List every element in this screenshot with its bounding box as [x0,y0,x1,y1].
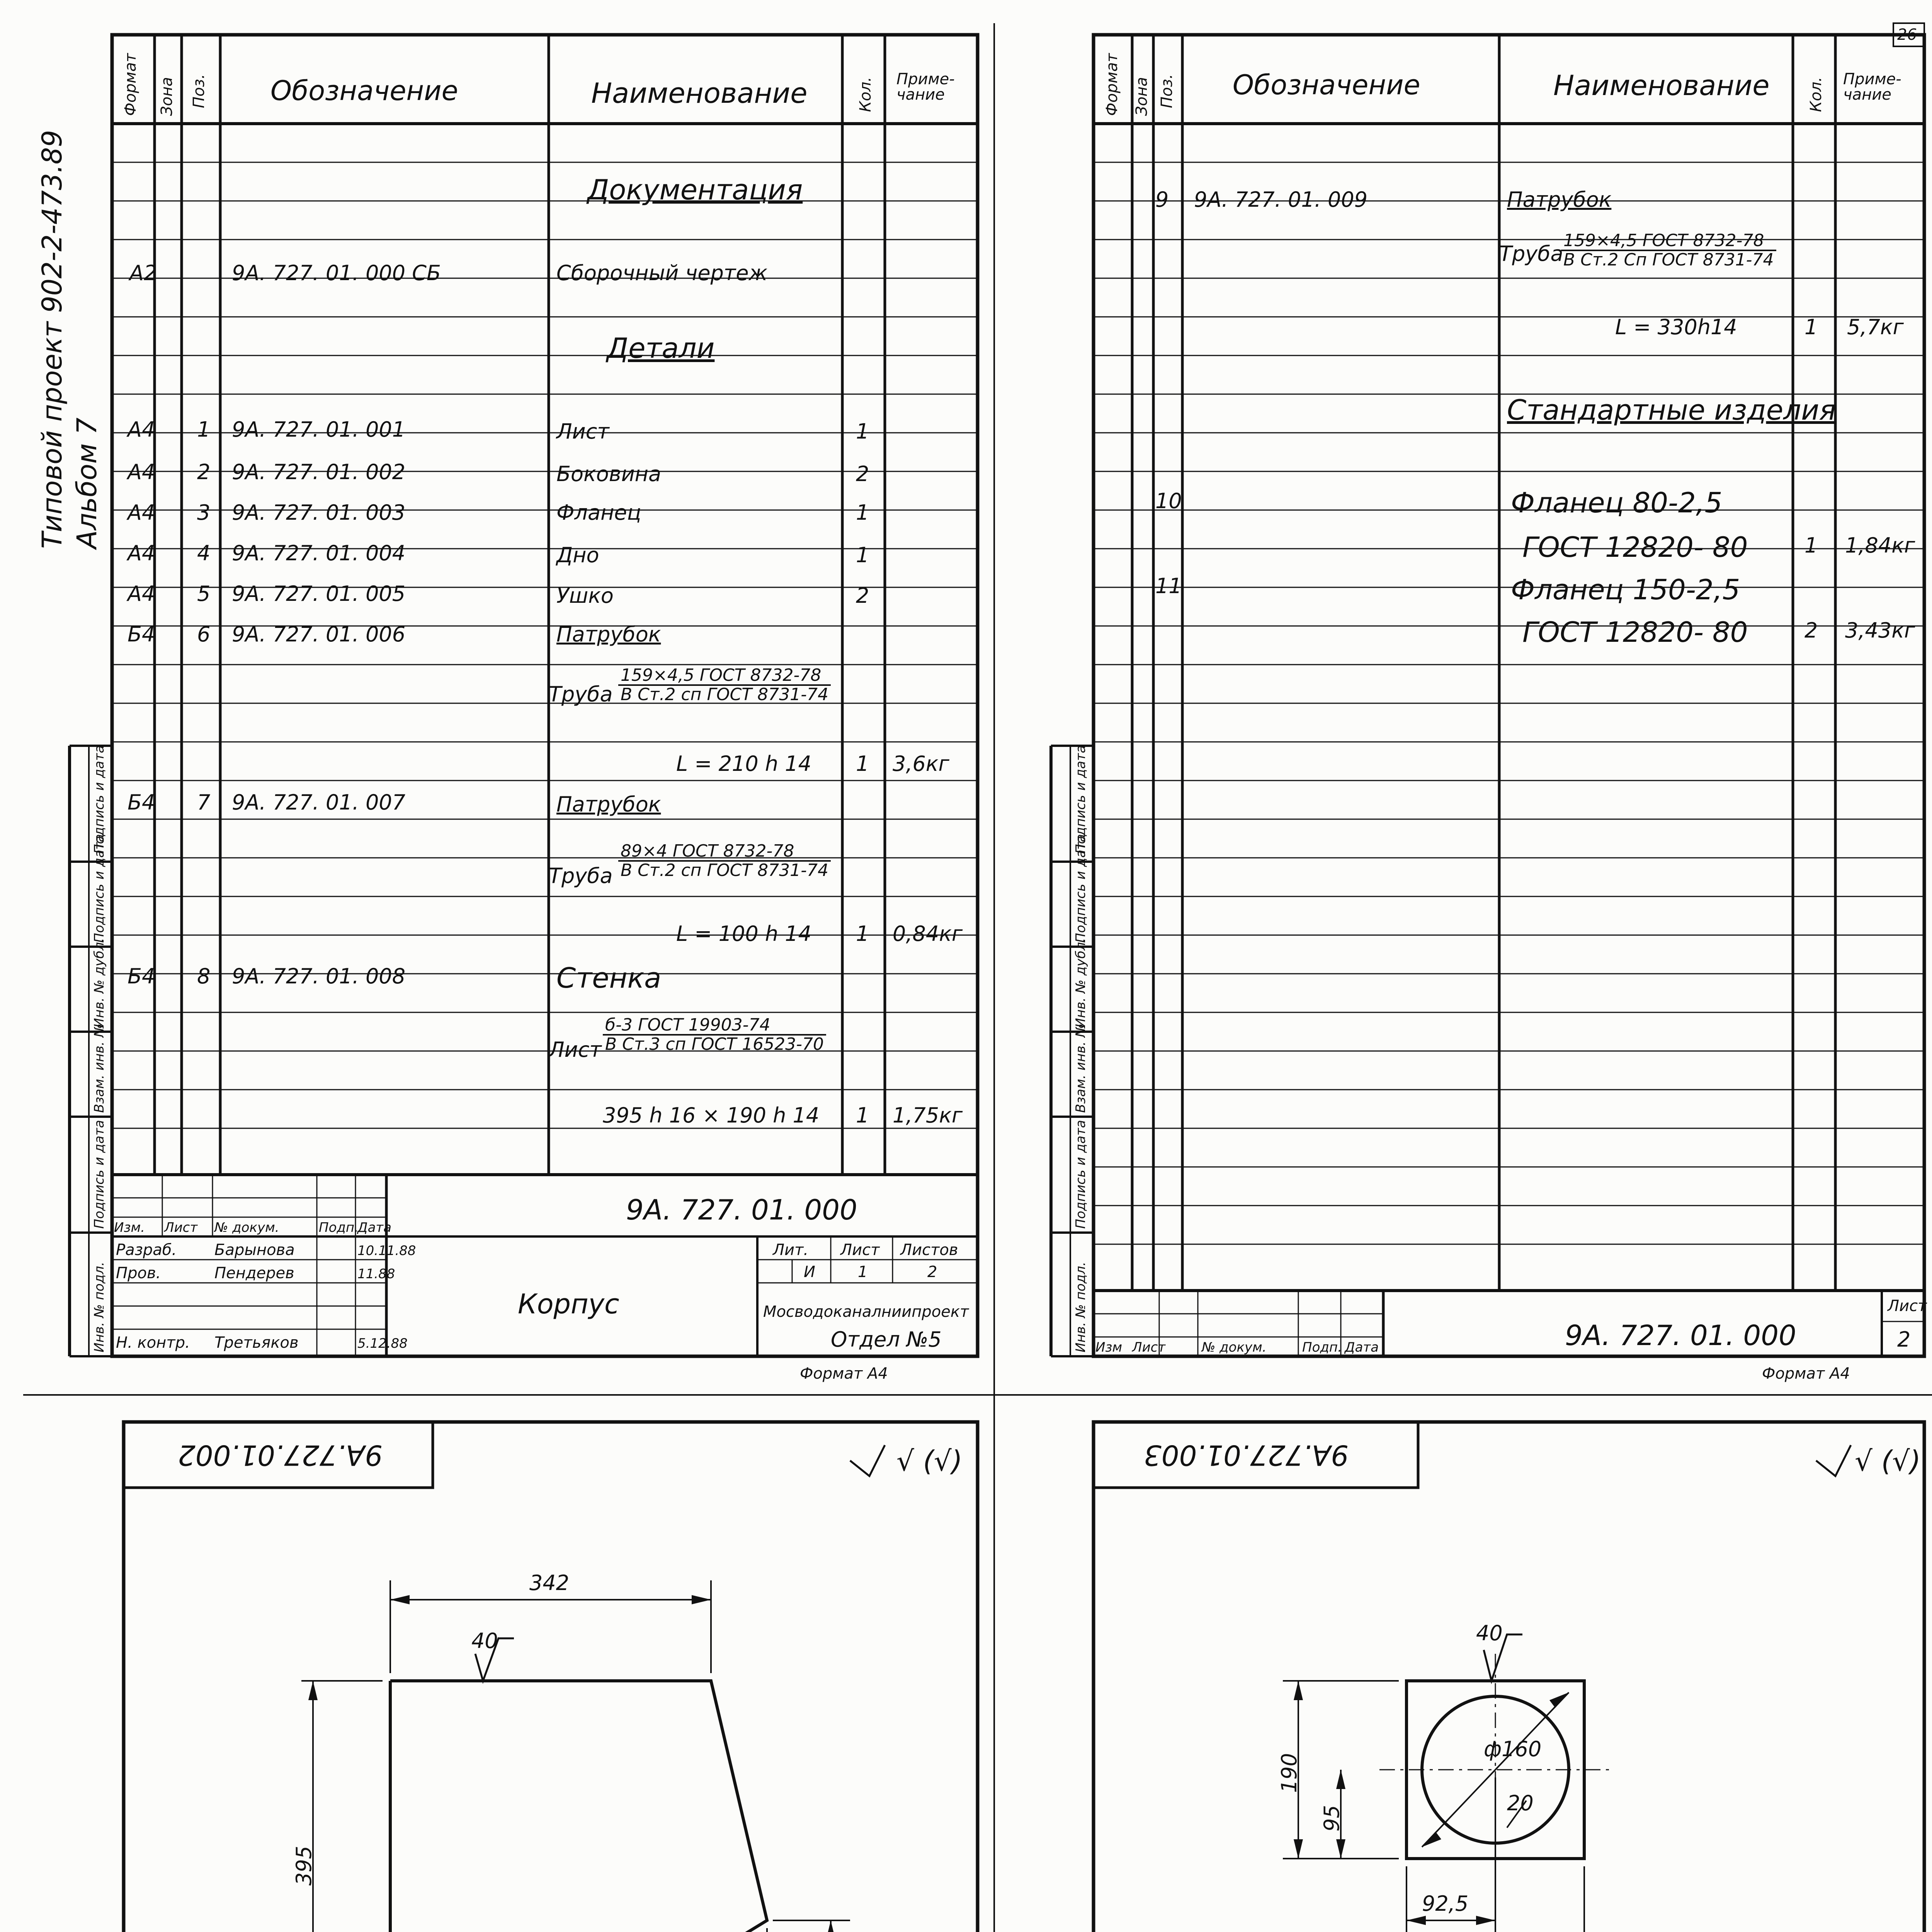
stamp-code-inverted: 9А.727.01.003 [1144,1439,1349,1471]
tb-listov-caption: Листов [900,1241,958,1259]
row-pos: 10 [1155,489,1182,513]
dim-top: 342 [529,1571,570,1595]
pipe-length: L = 330h14 [1615,315,1737,339]
sheet-qty: 1 [856,1103,869,1128]
pipe-spec [618,842,831,879]
tb-name-checker: Пендерев [214,1264,294,1282]
row-name: Сборочный чертеж [556,261,768,285]
tb-name-normcontrol: Третьяков [214,1334,299,1352]
row-designation: 9А. 727. 01. 000 СБ [232,261,441,285]
row-format: А4 [128,541,155,565]
row-qty: 1 [1804,533,1818,558]
row-standard: ГОСТ 12820- 80 [1522,616,1748,648]
pipe-length: L = 210 h 14 [676,752,811,776]
row-pos: 4 [197,541,211,565]
header-designation: Обозначение [270,75,458,107]
pipe-spec-den: В Ст.2 сп ГОСТ 8731-74 [621,685,829,705]
side-podpis-data: Подпись и дата [1073,745,1088,854]
tb-lit-value: И [804,1263,815,1281]
section-standard: Стандартные изделия [1507,394,1836,426]
row-pos: 1 [197,417,211,442]
row-designation: 9А. 727. 01. 002 [232,460,406,484]
pipe-label: Труба [549,864,613,888]
pipe-spec-num: 159×4,5 ГОСТ 8732-78 [1561,232,1776,251]
row-pos: 3 [197,500,211,525]
pipe-spec [618,667,831,704]
roughness-mark: √ (√) [896,1445,963,1477]
side-inv-podl: Инв. № подл. [92,1262,107,1352]
sheet-spec [603,1016,826,1053]
row-name: Стенка [556,962,662,994]
tb-list-value: 2 [1897,1327,1911,1352]
row-qty: 2 [856,583,869,608]
row-mass: 3,43кг [1845,618,1915,643]
row-format: А4 [128,417,155,442]
header-zone: Зона [1133,77,1151,116]
album-number: Альбом 7 [71,417,103,549]
sheet-mass: 1,75кг [893,1103,963,1128]
side-podpis-data: Подпись и дата [1073,1120,1088,1229]
tb-name-developer: Барынова [214,1241,295,1259]
row-pos: 7 [197,790,211,815]
doc-title: Корпус [518,1288,619,1320]
row-designation: 9А. 727. 01. 007 [232,790,406,815]
section-details: Детали [607,332,715,364]
tb-list: Лист [164,1220,198,1235]
tb-data: Дата [1345,1340,1379,1355]
page-number: 26 [1897,26,1917,44]
dim-height: 190 [1277,1753,1301,1793]
row-designation: 9А. 727. 01. 008 [232,964,406,988]
pipe-qty: 1 [856,752,869,776]
tb-list-value: 1 [858,1263,868,1281]
header-qty: Кол. [1807,77,1825,112]
row-name: Фланец 80-2,5 [1511,486,1723,519]
doc-code: 9А. 727. 01. 000 [1565,1319,1796,1352]
row-format: Б4 [128,790,155,815]
dim-half-width: 92,5 [1422,1891,1469,1916]
tb-razrab: Разраб. [116,1241,177,1259]
header-note: Приме- чание [1843,70,1901,104]
side-podpis-data: Подпись и дата [92,834,107,943]
roughness-value: 40 [1476,1621,1503,1645]
row-name: Фланец [556,500,641,525]
tb-list-caption: Лист [840,1241,880,1259]
row-pos: 6 [197,622,211,646]
row-qty: 1 [856,419,869,444]
tb-prov: Пров. [116,1264,161,1282]
tb-podp: Подп. [1302,1340,1342,1355]
stamp-code-inverted: 9А.727.01.002 [178,1439,383,1471]
pipe-spec-num: 89×4 ГОСТ 8732-78 [618,842,831,862]
pipe-mass: 3,6кг [893,752,949,776]
row-name: Боковина [556,462,662,486]
pipe-spec [1561,232,1776,269]
roughness-mark: √ (√) [1855,1445,1921,1477]
pipe-label: Труба [1499,242,1563,266]
dim-diameter: ф160 [1484,1737,1542,1761]
row-format: Б4 [128,622,155,646]
side-podpis-data: Подпись и дата [92,1120,107,1229]
tb-date-2: 11.88 [357,1266,395,1282]
row-name: Патрубок [556,622,661,646]
row-qty: 1 [856,500,869,525]
tb-izm: Изм. [114,1220,145,1235]
row-name: Лист [556,419,609,444]
side-vzam-inv: Взам. инв. № [1073,1024,1088,1113]
row-pos: 11 [1155,574,1182,598]
row-mass: 1,84кг [1845,533,1915,558]
header-qty: Кол. [857,77,874,112]
pipe-qty: 1 [1804,315,1818,339]
side-inv-dubl: Инв. № дубл. [92,938,107,1028]
side-podpis-data: Подпись и дата [92,745,107,854]
tb-izm: Изм [1095,1340,1122,1355]
row-designation: 9А. 727. 01. 003 [232,500,406,525]
side-vzam-inv: Взам. инв. № [92,1024,107,1113]
tb-department: Отдел №5 [831,1327,942,1352]
sheet-spec-num: б-3 ГОСТ 19903-74 [603,1016,826,1036]
tb-date-3: 5.12.88 [357,1336,408,1351]
row-designation: 9А. 727. 01. 009 [1194,187,1368,212]
dim-half-height: 95 [1320,1805,1344,1832]
header-format: Формат [122,53,139,116]
row-designation: 9А. 727. 01. 005 [232,582,406,606]
pipe-length: L = 100 h 14 [676,922,811,946]
header-zone: Зона [158,77,176,116]
doc-code: 9А. 727. 01. 000 [626,1194,857,1226]
row-name: Патрубок [1507,187,1612,212]
row-designation: 9А. 727. 01. 004 [232,541,406,565]
row-format: Б4 [128,964,155,988]
pipe-qty: 1 [856,922,869,946]
tb-date-1: 10.11.88 [357,1243,416,1259]
row-pos: 2 [197,460,211,484]
format-label: Формат А4 [1762,1365,1850,1383]
row-format: А4 [128,582,155,606]
row-qty: 1 [856,543,869,567]
row-name: Патрубок [556,792,661,816]
side-inv-dubl: Инв. № дубл. [1073,938,1088,1028]
header-note: Приме- чание [896,70,955,104]
tb-ndoc: № докум. [1202,1340,1267,1355]
tb-organization: Мосводоканалниипроект [763,1303,969,1321]
row-name: Ушко [556,583,614,608]
tb-ndoc: № докум. [214,1220,279,1235]
header-pos: Поз. [1158,74,1176,108]
header-name: Наименование [1553,69,1770,102]
side-inv-podl: Инв. № подл. [1073,1262,1088,1352]
row-format: А2 [129,261,157,285]
row-designation: 9А. 727. 01. 001 [232,417,406,442]
row-format: А4 [128,460,155,484]
header-pos: Поз. [190,74,208,108]
side-podpis-data: Подпись и дата [1073,834,1088,943]
format-label: Формат А4 [800,1365,888,1383]
sheet-spec-den: В Ст.3 сп ГОСТ 16523-70 [605,1034,824,1054]
row-pos: 8 [197,964,211,988]
row-name: Дно [556,543,599,567]
row-format: А4 [128,500,155,525]
pipe-spec-den: В Ст.2 сп ГОСТ 8731-74 [621,861,829,881]
header-designation: Обозначение [1233,69,1420,101]
sheet-label: Лист [549,1037,602,1062]
pipe-mass: 0,84кг [893,922,963,946]
tb-listov-value: 2 [927,1263,937,1281]
tb-data: Дата [357,1220,392,1235]
tb-nkontr: Н. контр. [116,1334,190,1352]
row-qty: 2 [1804,618,1818,643]
section-documentation: Документация [587,173,803,206]
roughness-value: 40 [471,1629,498,1653]
pipe-spec-den: В Ст.2 Сп ГОСТ 8731-74 [1563,250,1774,270]
header-format: Формат [1103,53,1121,116]
tb-podp: Подп. [319,1220,359,1235]
row-qty: 2 [856,462,869,486]
tb-list: Лист [1132,1340,1166,1355]
row-standard: ГОСТ 12820- 80 [1522,531,1748,563]
pipe-label: Труба [549,682,613,706]
row-name: Фланец 150-2,5 [1511,573,1740,606]
tb-list-caption: Лист [1888,1297,1927,1315]
header-name: Наименование [591,77,808,109]
sheet-size: 395 h 16 × 190 h 14 [603,1103,820,1128]
album-title: Типовой проект 902-2-473.89 [36,130,68,549]
dim-left: 395 [292,1845,316,1886]
tb-lit: Лит. [773,1241,809,1259]
row-designation: 9А. 727. 01. 006 [232,622,406,646]
row-pos: 9 [1155,187,1169,212]
row-pos: 5 [197,582,211,606]
dim-hole: 20 [1507,1791,1534,1815]
pipe-spec-num: 159×4,5 ГОСТ 8732-78 [618,667,831,686]
pipe-mass: 5,7кг [1847,315,1904,339]
